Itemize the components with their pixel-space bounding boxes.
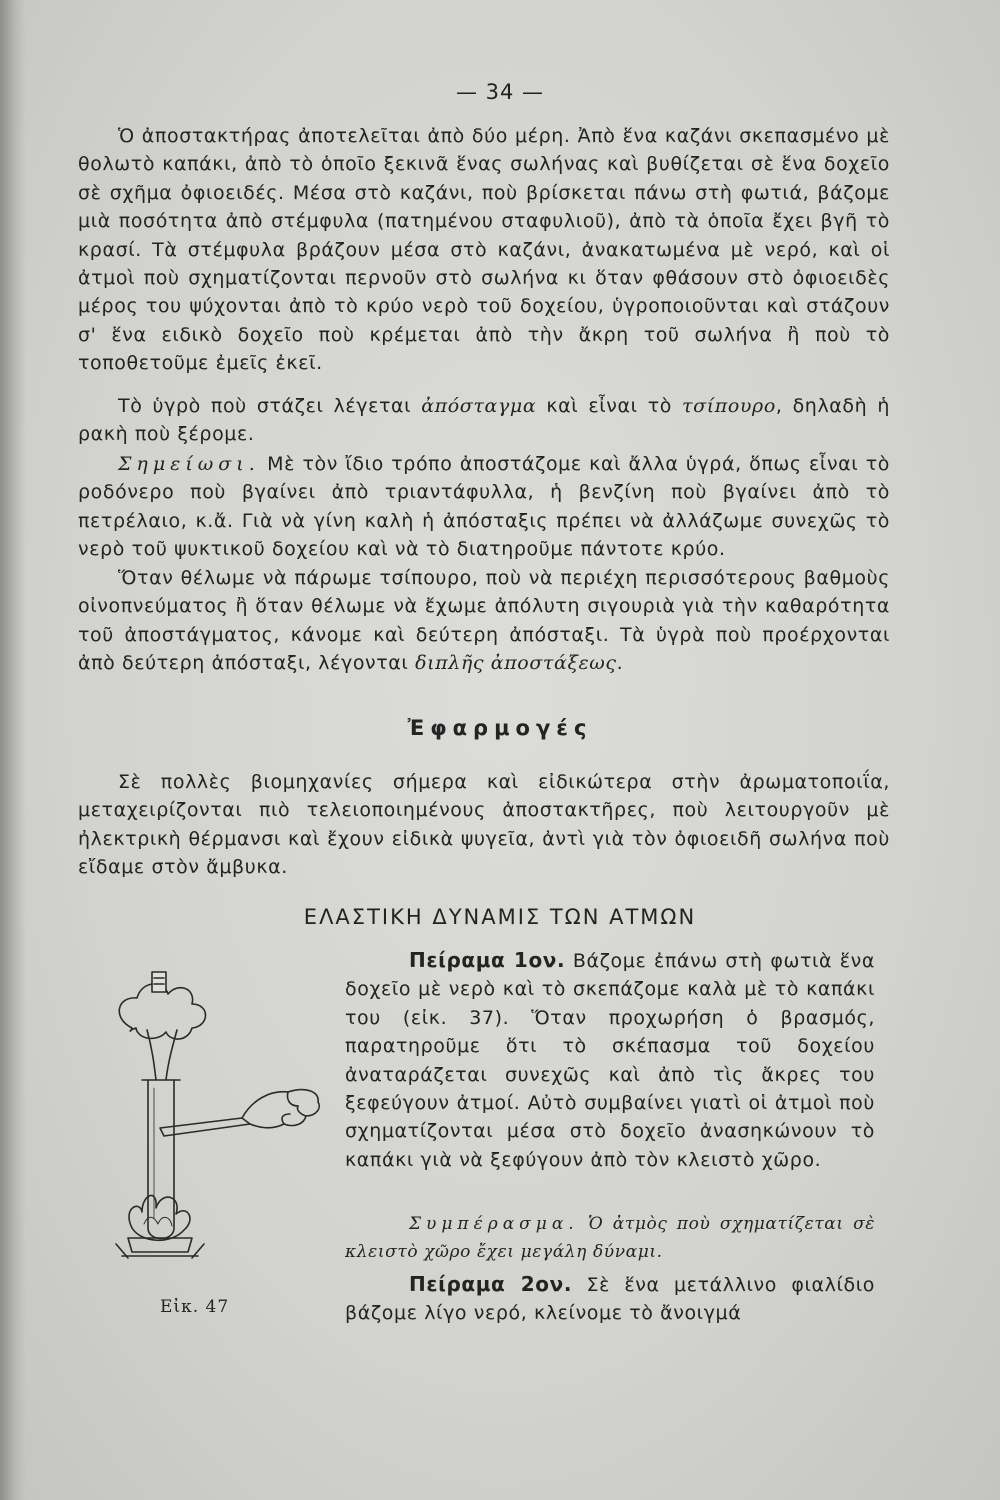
conclusion-paragraph: Συμπέρασμα. Ὁ ἀτμὸς ποὺ σχηματίζεται σὲ κλειστὸ χῶρο ἔχει μεγάλη δύναμι. (345, 1214, 875, 1263)
section-heading: ΕΛΑΣΤΙΚΗ ΔΥΝΑΜΙΣ ΤΩΝ ΑΤΜΩΝ (303, 905, 697, 929)
experiment1-label: Πείραμα 1ον. (409, 948, 566, 972)
flame (129, 1196, 190, 1241)
experiment2-paragraph: Πείραμα 2ον. Σὲ ἕνα μετάλλινο φιαλίδιο βάζομε λίγο νερό, κλείνομε τὸ ἄνοιγμά (345, 1272, 876, 1325)
double-distillation-paragraph: Ὅταν θέλωμε νὰ πάρωμε τσίπουρο, ποὺ νὰ περιέχη περισσότερους βαθμοὺς οἰνοπνεύματος ἢ ὅταν θέλωμε νὰ ἔχωμε ἀπόλυτη σιγουριὰ γιὰ τὴν καθαρότητα τοῦ ἀποστάγματος, κάνομε καὶ δεύτερη ἀπόσταξι. Τὰ ὑγρὰ ποὺ προέρχονται ἀπὸ δεύτερη ἀπόσταξι, λέγονται διπλῆς ἀποστάξεως. (78, 567, 890, 675)
experiment2-label: Πείραμα 2ον. (409, 1272, 573, 1296)
test-tube (148, 1080, 174, 1239)
note-paragraph: Σημείωσι. Μὲ τὸν ἴδιο τρόπο ἀποστάζομε καὶ ἄλλα ὑγρά, ὅπως εἶναι τὸ ροδόνερο ποὺ βγαίνει ἀπὸ τριαντάφυλλα, ἡ βενζίνη ποὺ βγαίνει ἀπὸ τὸ πετρέλαιο, κ.ἄ. Γιὰ νὰ γίνη καλὴ ἡ ἀπόσταξις πρέπει νὰ ἀλλάζωμε συνεχῶς τὸ νερὸ τοῦ ψυκτικοῦ δοχείου καὶ νὰ τὸ διατηροῦμε πάντοτε κρύο. (78, 453, 890, 561)
term-double-distillation: διπλῆς ἀποστάξεως (415, 652, 617, 675)
distillation-figure (92, 968, 322, 1268)
cork-icon (152, 972, 166, 992)
conclusion-label: Συμπέρασμα. (409, 1214, 579, 1234)
applications-heading: Ἐφαρμογές (407, 716, 593, 740)
applications-paragraph: Σὲ πολλὲς βιομηχανίες σήμερα καὶ εἰδικώτερα στὴν ἀρωματοποιΐα, μεταχειρίζονται πιὸ τελειοποιημένους ἀποστακτῆρες, ποὺ λειτουργοῦν μὲ ἠλεκτρικὴ θέρμανσι καὶ ἔχουν εἰδικὰ ψυγεῖα, ἀντὶ γιὰ τὸν ὀφιοειδῆ σωλήνα ποὺ εἴδαμε στὸν ἄμβυκα. (78, 771, 890, 879)
page-edge-shadow (0, 0, 26, 1500)
distillate-paragraph: Τὸ ὑγρὸ ποὺ στάζει λέγεται ἀπόσταγμα καὶ εἶναι τὸ τσίπουρο, δηλαδὴ ἡ ρακὴ ποὺ ξέρομε. (78, 395, 891, 446)
experiment1-paragraph: Πείραμα 1ον. Βάζομε ἐπάνω στὴ φωτιὰ ἕνα δοχεῖο μὲ νερὸ καὶ τὸ σκεπάζομε καλὰ μὲ τὸ καπάκι του (εἰκ. 37). Ὅταν προχωρήση ὁ βρασμός, παρατηροῦμε ὅτι τὸ σκέπασμα τοῦ δοχείου ἀναταράζεται συνεχῶς καὶ ἀπὸ τὶς ἄκρες του ξεφεύγουν ἀτμοί. Αὐτὸ συμβαίνει γιατὶ οἱ ἀτμοὶ ποὺ σχηματίζονται μέσα στὸ δοχεῖο ἀνασηκώνουν τὸ καπάκι γιὰ νὰ ξεφύγουν ἀπὸ τὸν κλειστὸ χῶρο. (345, 948, 875, 1171)
hand (242, 1090, 319, 1128)
intro-paragraph: Ὁ ἀποστακτήρας ἀποτελεῖται ἀπὸ δύο μέρη. Ἀπὸ ἕνα καζάνι σκεπασμένο μὲ θολωτὸ καπάκι, ἀπὸ τὸ ὁποῖο ξεκινᾶ ἕνας σωλήνας καὶ βυθίζεται σὲ ἕνα δοχεῖο σὲ σχῆμα ὀφιοειδές. Μέσα στὸ καζάνι, ποὺ βρίσκεται πάνω στὴ φωτιά, βάζομε μιὰ ποσότητα ἀπὸ στέμφυλα (πατημένου σταφυλιοῦ), ἀπὸ τὰ ὁποῖα ἔχει βγῆ τὸ κρασί. Τὰ στέμφυλα βράζουν μέσα στὸ καζάνι, ἀνακατωμένα μὲ νερό, καὶ οἱ ἀτμοὶ ποὺ σχηματίζονται περνοῦν στὸ σωλήνα κι ὅταν φθάσουν στὸ ὀφιοειδὲς μέρος του ψύχονται ἀπὸ τὸ κρύο νερὸ τοῦ δοχείου, ὑγροποιοῦνται καὶ στάζουν σ' ἕνα ειδικὸ δοχεῖο ποὺ κρέμεται ἀπὸ τὴν ἄκρη τοῦ σωλήνα ἢ ποὺ τὸ τοποθετοῦμε ἐμεῖς ἐκεῖ. (78, 125, 890, 375)
term-tsipouro: τσίπουρο (682, 395, 776, 417)
page-number: — 34 — (455, 80, 545, 104)
figure-caption: Εἰκ. 47 (160, 1297, 230, 1317)
note-label: Σημείωσι. (118, 453, 260, 475)
term-apostagma: ἀπόσταγμα (421, 395, 537, 417)
